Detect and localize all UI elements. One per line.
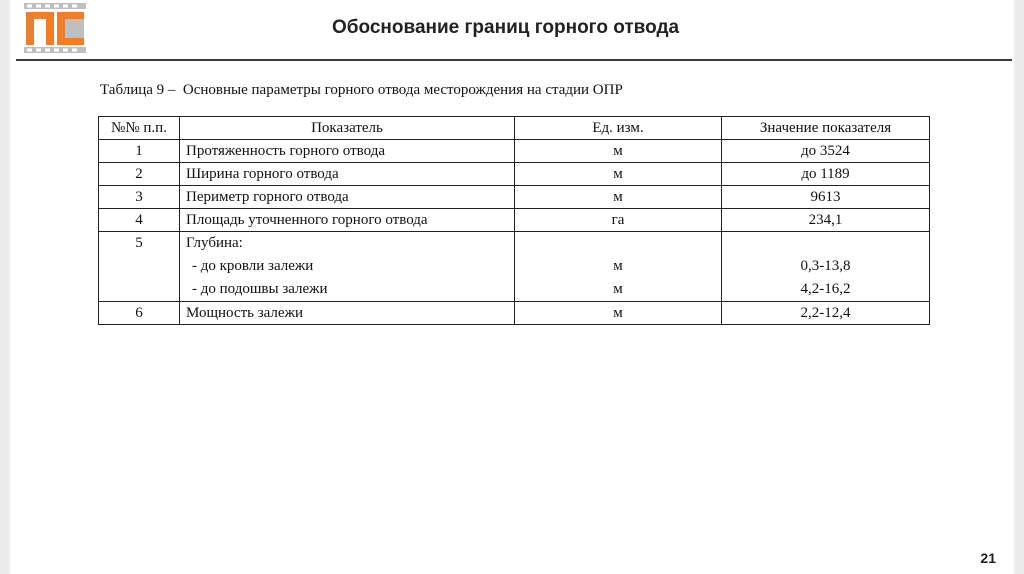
row-unit: га — [515, 209, 722, 232]
row-number: 2 — [99, 163, 180, 186]
company-logo — [24, 3, 86, 53]
parameters-table — [98, 116, 930, 325]
row-indicator: Площадь уточненного горного отвода — [180, 209, 515, 232]
table-caption: Таблица 9 – Основные параметры горного отвода месторождения на стадии ОПР — [100, 82, 623, 98]
row-number: 4 — [99, 209, 180, 232]
sub-unit-roof: м — [613, 258, 623, 274]
row-number: 6 — [99, 302, 180, 325]
row-indicator: Периметр горного отвода — [180, 186, 515, 209]
row-indicator — [180, 232, 515, 302]
row-value: до 1189 — [722, 163, 930, 186]
table-row — [99, 302, 930, 325]
row-value: 9613 — [722, 186, 930, 209]
column-header-number: №№ п.п. — [99, 117, 180, 140]
row-value: до 3524 — [722, 140, 930, 163]
row-value: 234,1 — [722, 209, 930, 232]
row-number — [99, 232, 180, 302]
column-header-indicator: Показатель — [180, 117, 515, 140]
sub-unit-bottom: м — [613, 281, 623, 297]
row-number: 3 — [99, 186, 180, 209]
table-row — [99, 140, 930, 163]
table-row — [99, 186, 930, 209]
row-number-text: 5 — [135, 235, 143, 251]
table-header-row — [99, 117, 930, 140]
sub-indicator-roof: - до кровли залежи — [192, 258, 314, 274]
row-number: 1 — [99, 140, 180, 163]
table-row — [99, 232, 930, 302]
column-header-value: Значение показателя — [722, 117, 930, 140]
row-indicator: Протяженность горного отвода — [180, 140, 515, 163]
row-unit: м — [515, 302, 722, 325]
row-indicator: Ширина горного отвода — [180, 163, 515, 186]
row-unit: м — [515, 140, 722, 163]
header-divider — [16, 59, 1012, 61]
table-row — [99, 163, 930, 186]
row-unit — [515, 232, 722, 302]
row-unit-blank — [521, 232, 715, 255]
sub-value-roof: 0,3-13,8 — [800, 258, 851, 274]
slide — [10, 0, 1014, 574]
table-row — [99, 209, 930, 232]
sub-indicator-bottom: - до подошвы залежи — [192, 281, 328, 297]
column-header-unit: Ед. изм. — [515, 117, 722, 140]
row-value — [722, 232, 930, 302]
row-value-blank — [728, 232, 923, 255]
row-unit: м — [515, 186, 722, 209]
sub-value-bottom: 4,2-16,2 — [800, 281, 851, 297]
row-indicator-text: Глубина: — [186, 235, 243, 251]
row-indicator: Мощность залежи — [180, 302, 515, 325]
page-title: Обоснование границ горного отвода — [332, 17, 680, 38]
page-number: 21 — [980, 550, 996, 566]
row-value: 2,2-12,4 — [722, 302, 930, 325]
row-unit: м — [515, 163, 722, 186]
